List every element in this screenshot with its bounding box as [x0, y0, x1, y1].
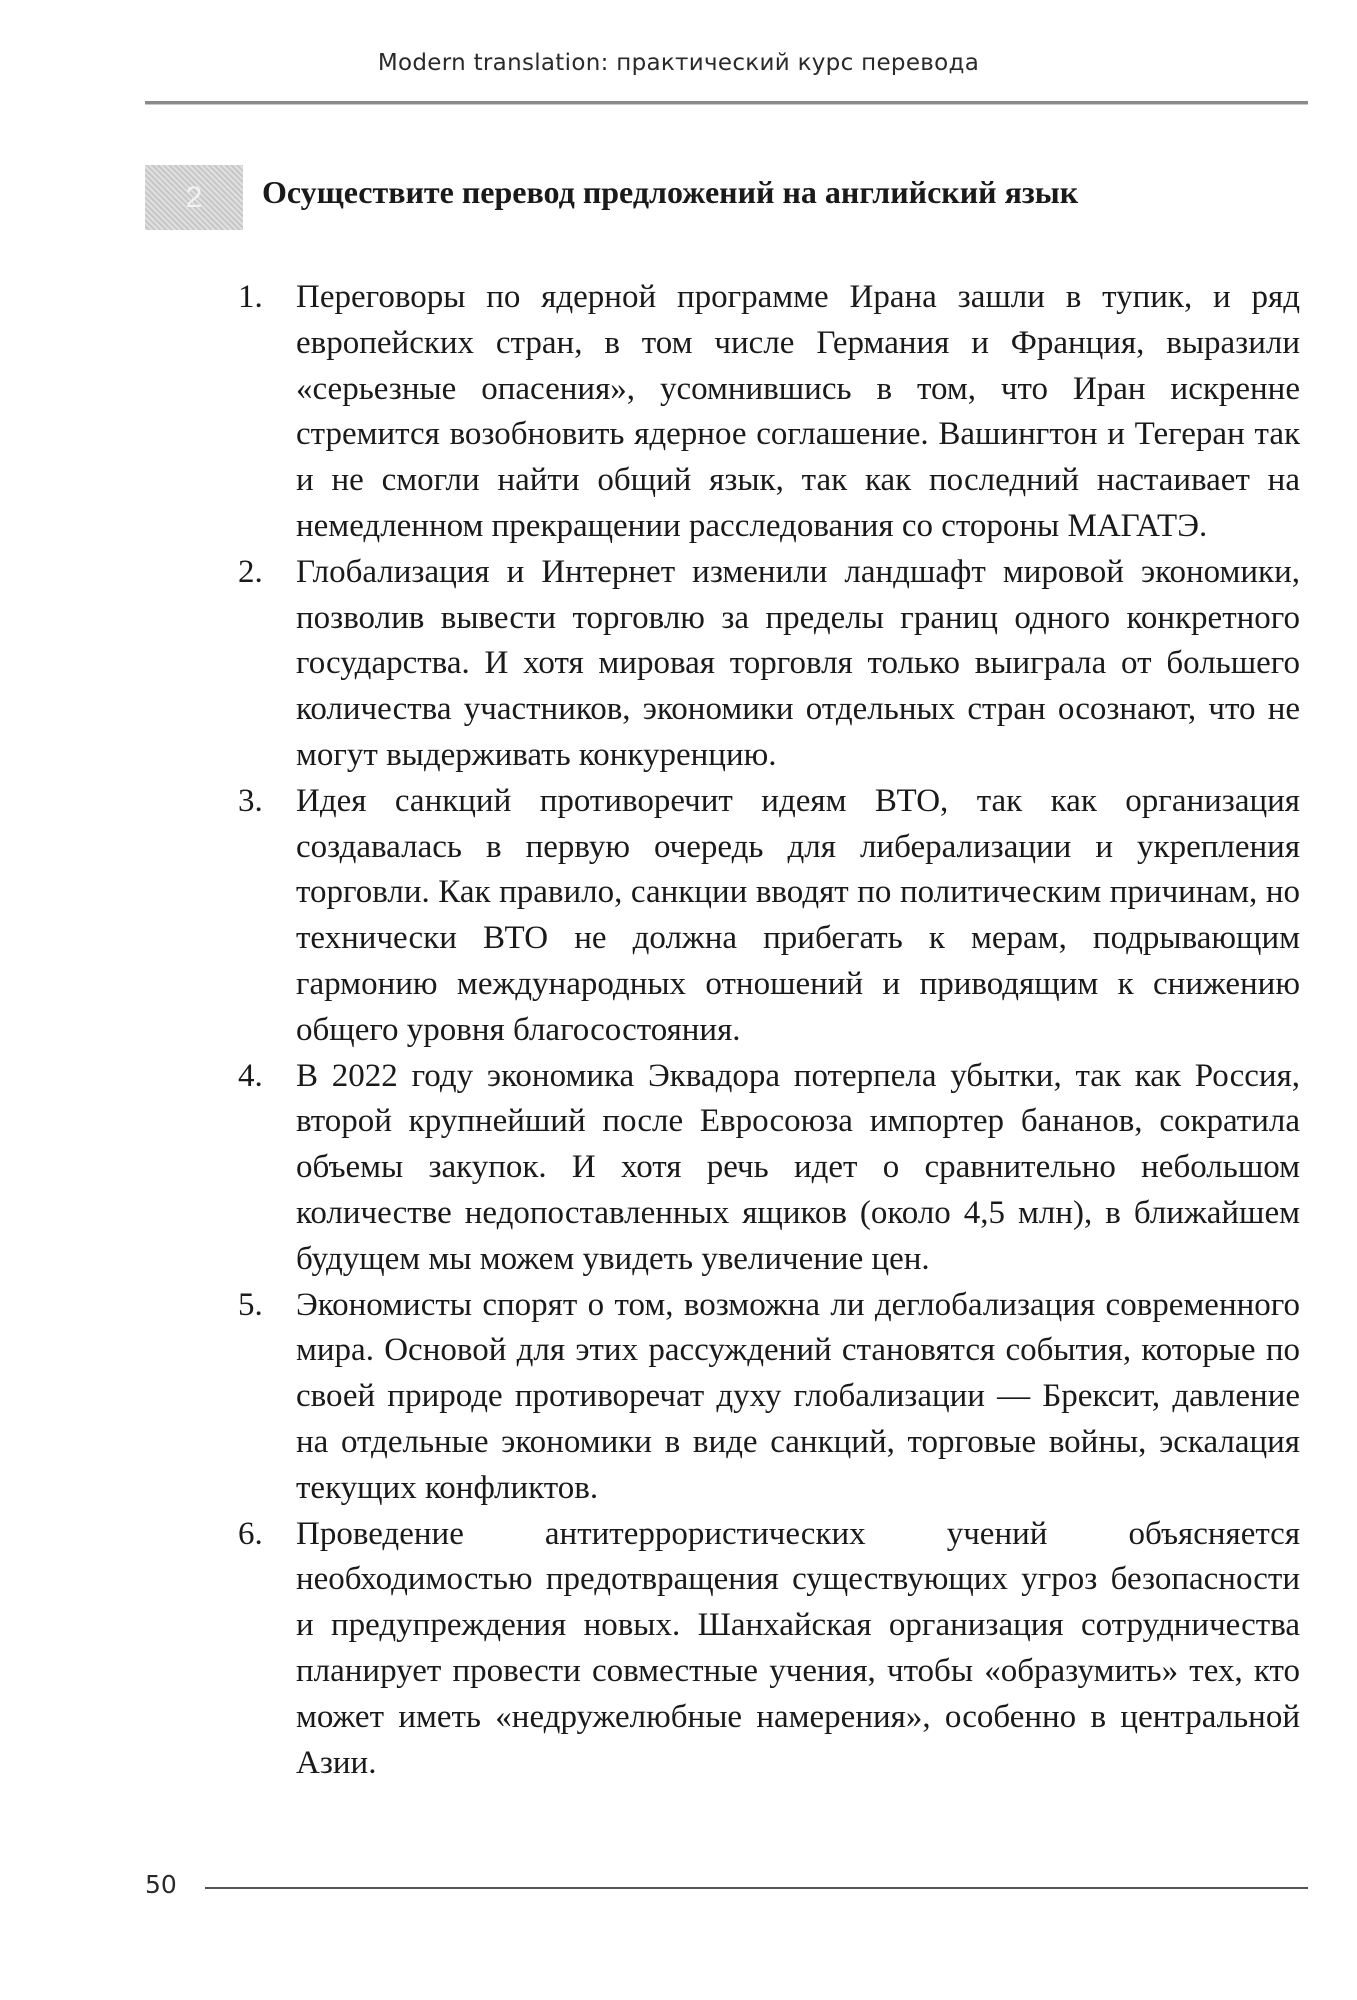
list-item: [238, 1512, 1300, 1787]
list-item-number: 5.: [238, 1286, 263, 1323]
section-title: Осуществите перевод предложений на английский язык: [262, 174, 1079, 210]
list-item-text: Переговоры по ядерной программе Ирана зашли в тупик, и ряд европейских стран, в том числе Германия и Франция, выразили «серьезные опасения», усомнившись в том, что Иран искренне стремится возобновить ядерное соглашение. Вашингтон и Тегеран так и не смогли найти общий язык, так как последний настаивает на немедленном прекращении расследования со стороны МАГАТЭ.: [296, 279, 1300, 544]
page-number: 50: [145, 1870, 177, 1899]
footer-divider: [205, 1887, 1308, 1889]
list-item-text: Глобализация и Интернет изменили ландшафт мировой экономики, позволив вывести торговлю за пределы границ одного конкретного государства. И хотя мировая торговля только выиграла от большего количества участников, экономики отдельных стран осознают, что не могут выдерживать конкуренцию.: [296, 553, 1300, 773]
list-item-number: 1.: [238, 279, 263, 315]
list-item: [238, 550, 1300, 779]
list-item-number: 3.: [238, 782, 263, 819]
list-item-number: 6.: [238, 1515, 263, 1552]
list-item-text: Проведение антитеррористических учений объясняется необходимостью предотвращения существующих угроз безопасности и предупреждения новых. Шанхайская организация сотрудничества планирует провести совместные учения, чтобы «образумить» тех, кто может иметь «недружелюбные намерения», особенно в центральной Азии.: [296, 1515, 1300, 1781]
list-item-text: В 2022 году экономика Эквадора потерпела убытки, так как Россия, второй крупнейший после Евросоюза импортер бананов, сократила объемы закупок. И хотя речь идет о сравнительно небольшом количестве недопоставленных ящиков (около 4,5 млн), в ближайшем будущем мы можем увидеть увеличение цен.: [296, 1057, 1300, 1277]
task-list: [238, 275, 1300, 1786]
list-item-text: Идея санкций противоречит идеям ВТО, так как организация создавалась в первую очередь для либерализации и укрепления торговли. Как правило, санкции вводят по политическим причинам, но технически ВТО не должна прибегать к мерам, подрывающим гармонию международных отношений и приводящим к снижению общего уровня благосостояния.: [296, 782, 1300, 1048]
list-item: [238, 275, 1300, 550]
list-item-number: 4.: [238, 1057, 263, 1094]
list-item: [238, 779, 1300, 1054]
header-divider: [145, 101, 1308, 105]
list-item-text: Экономисты спорят о том, возможна ли деглобализация современного мира. Основой для этих рассуждений становятся события, которые по своей природе противоречат духу глобализации — Брексит, давление на отдельные экономики в виде санкций, торговые войны, эскалация текущих конфликтов.: [296, 1286, 1300, 1506]
list-item-number: 2.: [238, 553, 263, 590]
running-header: Modern translation: практический курс перевода: [377, 50, 980, 76]
section-number-badge: 2: [145, 165, 243, 230]
list-item: [238, 1283, 1300, 1512]
list-item: [238, 1054, 1300, 1283]
